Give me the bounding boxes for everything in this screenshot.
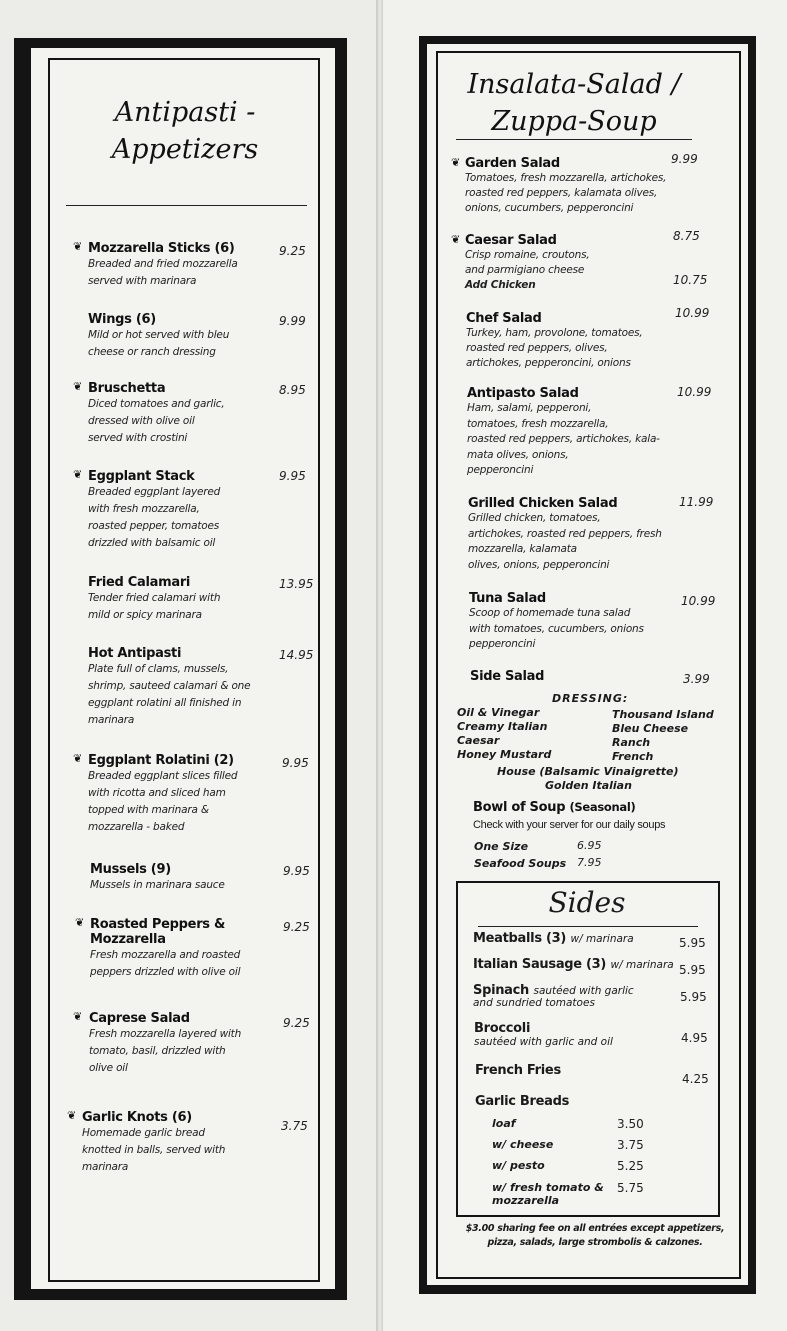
item-desc: Fresh mozzarella layered with [89, 1028, 242, 1040]
item-name: Hot Antipasti [88, 646, 182, 661]
right-title-rule [456, 139, 692, 140]
soup-note: (Seasonal) [569, 800, 636, 814]
item-price: 10.99 [681, 594, 716, 608]
side-price: 5.95 [680, 990, 707, 1004]
item-name: Grilled Chicken Salad [468, 496, 618, 511]
item-desc: tomatoes, fresh mozzarella, [467, 417, 609, 430]
pepper-icon: ❦ [73, 1011, 83, 1023]
item-name: Roasted Peppers & [90, 917, 225, 932]
pepper-icon: ❦ [451, 234, 461, 246]
item-desc: peppers drizzled with olive oil [90, 966, 241, 978]
side-note: sautéed with garlic [533, 985, 634, 997]
item-desc: pepperoncini [469, 638, 536, 650]
item-price: 9.25 [279, 244, 306, 258]
item-desc: mild or spicy marinara [88, 609, 202, 621]
item-name: Mussels (9) [90, 862, 171, 877]
item-desc: topped with marinara & [88, 804, 209, 816]
side-name: Meatballs (3) [473, 931, 567, 946]
item-name: Eggplant Rolatini (2) [88, 753, 234, 768]
item-desc: dressed with olive oil [88, 415, 195, 427]
right-title-line2: Zuppa-Soup [491, 106, 657, 137]
dressing-left-list [457, 706, 551, 762]
item-desc: with tomatoes, cucumbers, onions [469, 622, 644, 635]
dressing-house: House (Balsamic Vinaigrette) [497, 765, 679, 778]
item-desc: Breaded eggplant layered [88, 486, 221, 498]
sides-rule [478, 926, 698, 927]
item-desc: roasted pepper, tomatoes [88, 520, 220, 532]
menu-item [88, 312, 278, 361]
item-name: Garlic Knots (6) [82, 1110, 192, 1125]
item-price: 11.99 [679, 495, 714, 509]
left-title-line2: Appetizers [111, 134, 259, 165]
garlic-bread-price: 3.50 [617, 1117, 644, 1131]
pepper-icon: ❦ [451, 157, 461, 169]
menu-item [465, 156, 680, 216]
item-name: Mozzarella Sticks (6) [88, 241, 235, 256]
item-desc: mata olives, onions, [467, 448, 569, 461]
item-desc: olive oil [89, 1062, 128, 1074]
garlic-bread-price: 3.75 [617, 1138, 644, 1152]
item-name: Antipasto Salad [467, 386, 579, 401]
side-note: w/ marinara [610, 959, 674, 971]
item-desc: Turkey, ham, provolone, tomatoes, [466, 327, 643, 339]
item-desc: Ham, salami, pepperoni, [467, 402, 592, 414]
item-desc: Homemade garlic bread [82, 1127, 205, 1139]
item-price: 9.95 [279, 469, 306, 483]
item-desc: Plate full of clams, mussels, [88, 663, 229, 675]
item-desc: and parmigiano cheese [465, 264, 585, 276]
side-name: French Fries [475, 1063, 561, 1078]
item-desc: Breaded and fried mozzarella [88, 258, 238, 270]
soup-desc: Check with your server for our daily soups [473, 819, 666, 831]
menu-item [90, 862, 280, 894]
item-price: 9.99 [279, 314, 306, 328]
garlic-bread-price: 5.75 [617, 1181, 644, 1195]
dressing-option: Honey Mustard [457, 748, 552, 761]
item-price: 8.95 [279, 383, 306, 397]
item-price: 10.99 [677, 385, 712, 399]
item-name: Eggplant Stack [88, 469, 195, 484]
pepper-icon: ❦ [73, 241, 83, 253]
menu-item [470, 669, 685, 684]
item-name: Tuna Salad [469, 591, 546, 606]
item-desc: tomato, basil, drizzled with [89, 1045, 226, 1057]
dressing-golden: Golden Italian [545, 779, 632, 792]
item-name: Side Salad [470, 669, 545, 684]
item-desc: with fresh mozzarella, [88, 503, 200, 515]
menu-item [467, 386, 682, 479]
garlic-bread-option: w/ fresh tomato & [492, 1181, 604, 1194]
item-price: 3.99 [683, 672, 710, 686]
pepper-icon: ❦ [73, 381, 83, 393]
sharing-fee-note [452, 1222, 738, 1250]
item-desc: Scoop of homemade tuna salad [469, 607, 631, 619]
item-desc: shrimp, sauteed calamari & one [88, 680, 251, 692]
item-desc: Tender fried calamari with [88, 592, 221, 604]
menu-item [82, 1110, 277, 1176]
item-name: Wings (6) [88, 312, 156, 327]
item-price: 3.75 [281, 1119, 308, 1133]
right-title [445, 66, 703, 140]
side-price: 4.95 [681, 1031, 708, 1045]
item-price: 9.25 [283, 1016, 310, 1030]
item-name: Bruschetta [88, 381, 166, 396]
item-desc: mozzarella - baked [88, 821, 185, 833]
item-desc: onions, cucumbers, pepperoncini [465, 202, 634, 214]
item-desc: Diced tomatoes and garlic, [88, 398, 225, 410]
garlic-bread-option: w/ pesto [492, 1159, 545, 1172]
left-title-rule [66, 205, 307, 206]
garlic-breads [475, 1094, 675, 1109]
side-price: 4.25 [682, 1072, 709, 1086]
soup-seafood-price: 7.95 [577, 856, 602, 869]
item-desc: Tomatoes, fresh mozzarella, artichokes, [465, 172, 667, 184]
side-item [473, 929, 683, 947]
pepper-icon: ❦ [73, 469, 83, 481]
menu-item [466, 311, 681, 371]
soup-name: Bowl of Soup [473, 800, 566, 815]
menu-item [465, 233, 680, 293]
dressing-right-list [612, 708, 714, 764]
item-price: 14.95 [279, 648, 314, 662]
menu-item [88, 381, 278, 447]
side-note: w/ marinara [570, 933, 634, 945]
menu-item [88, 575, 278, 624]
menu-item [88, 241, 278, 290]
item-desc: roasted red peppers, artichokes, kala- [467, 433, 660, 445]
item-price: 10.99 [675, 306, 710, 320]
garlic-breads-title: Garlic Breads [475, 1094, 570, 1109]
garlic-bread-option-line2: mozzarella [492, 1194, 560, 1207]
garlic-bread-option: w/ cheese [492, 1138, 554, 1151]
soup-title [473, 800, 713, 815]
menu-item [88, 753, 278, 836]
item-name: Caesar Salad [465, 233, 557, 248]
side-item [475, 1063, 675, 1078]
item-desc: artichokes, roasted red peppers, fresh [468, 527, 662, 540]
garlic-bread-price: 5.25 [617, 1159, 644, 1173]
side-price: 5.95 [679, 936, 706, 950]
item-desc: Mussels in marinara sauce [90, 879, 225, 891]
item-name: Caprese Salad [89, 1011, 190, 1026]
item-name-line2: Mozzarella [90, 932, 166, 947]
menu-item [469, 591, 684, 653]
side-item [473, 955, 683, 973]
side-note: sautéed with garlic and oil [474, 1036, 613, 1048]
add-chicken-price: 10.75 [673, 273, 708, 287]
menu-item [89, 1011, 279, 1077]
side-item [473, 981, 673, 1009]
add-chicken: Add Chicken [465, 279, 536, 291]
dressing-option: Oil & Vinegar [457, 706, 540, 719]
item-desc: artichokes, pepperoncini, onions [466, 357, 631, 369]
item-desc: pepperoncini [467, 464, 534, 476]
item-desc: Fresh mozzarella and roasted [90, 949, 241, 961]
dressing-option: Bleu Cheese [612, 722, 689, 735]
soup-one-size-price: 6.95 [577, 839, 602, 852]
dressing-option: French [612, 750, 654, 763]
pepper-icon: ❦ [67, 1110, 77, 1122]
garlic-bread-option: loaf [492, 1117, 516, 1130]
side-item [474, 1021, 674, 1048]
right-title-line1: Insalata-Salad / [467, 69, 681, 100]
item-price: 9.99 [671, 152, 698, 166]
left-title-line1: Antipasti - [114, 97, 256, 128]
pepper-icon: ❦ [73, 753, 83, 765]
dressing-option: Caesar [457, 734, 500, 747]
item-desc: served with marinara [88, 275, 197, 287]
item-price: 9.95 [283, 864, 310, 878]
dressing-option: Creamy Italian [457, 720, 548, 733]
side-name: Italian Sausage (3) [473, 957, 607, 972]
sharing-fee-line2: pizza, salads, large strombolis & calzones. [487, 1237, 703, 1248]
item-name: Chef Salad [466, 311, 542, 326]
item-desc: marinara [82, 1161, 129, 1173]
item-desc: cheese or ranch dressing [88, 346, 216, 358]
item-desc: olives, onions, pepperoncini [468, 558, 610, 571]
side-price: 5.95 [679, 963, 706, 977]
item-price: 9.25 [283, 920, 310, 934]
menu-item [468, 496, 683, 573]
item-price: 9.95 [282, 756, 309, 770]
item-price: 13.95 [279, 577, 314, 591]
item-desc: drizzled with balsamic oil [88, 537, 216, 549]
side-name: Broccoli [474, 1021, 531, 1036]
soup-one-size-label: One Size [474, 840, 529, 853]
dressing-option: Thousand Island [612, 708, 714, 721]
soup-seafood-label: Seafood Soups [474, 857, 567, 870]
item-desc: served with crostini [88, 432, 188, 444]
item-name: Fried Calamari [88, 575, 191, 590]
item-desc: roasted red peppers, kalamata olives, [465, 187, 658, 199]
item-price: 8.75 [673, 229, 700, 243]
dressing-heading: DRESSING: [552, 692, 629, 705]
item-name: Garden Salad [465, 156, 560, 171]
menu-item [88, 469, 278, 552]
item-desc: marinara [88, 714, 135, 726]
item-desc: eggplant rolatini all finished in [88, 697, 242, 709]
pepper-icon: ❦ [75, 917, 85, 929]
item-desc: knotted in balls, served with [82, 1144, 226, 1156]
item-desc: Crisp romaine, croutons, [465, 249, 590, 261]
soup-section [473, 800, 713, 831]
menu-item [88, 646, 283, 729]
left-title [60, 94, 310, 168]
item-desc: roasted red peppers, olives, [466, 342, 608, 354]
item-desc: with ricotta and sliced ham [88, 787, 226, 799]
dressing-option: Ranch [612, 736, 651, 749]
item-desc: Mild or hot served with bleu [88, 329, 230, 341]
sharing-fee-line1: $3.00 sharing fee on all entrées except appetizers, [465, 1223, 725, 1234]
item-desc: mozzarella, kalamata [468, 543, 577, 555]
side-name: Spinach [473, 983, 530, 998]
side-note: and sundried tomatoes [473, 997, 595, 1009]
sides-title: Sides [548, 886, 626, 919]
item-desc: Grilled chicken, tomatoes, [468, 512, 601, 524]
item-desc: Breaded eggplant slices filled [88, 770, 238, 782]
menu-item [90, 917, 280, 981]
